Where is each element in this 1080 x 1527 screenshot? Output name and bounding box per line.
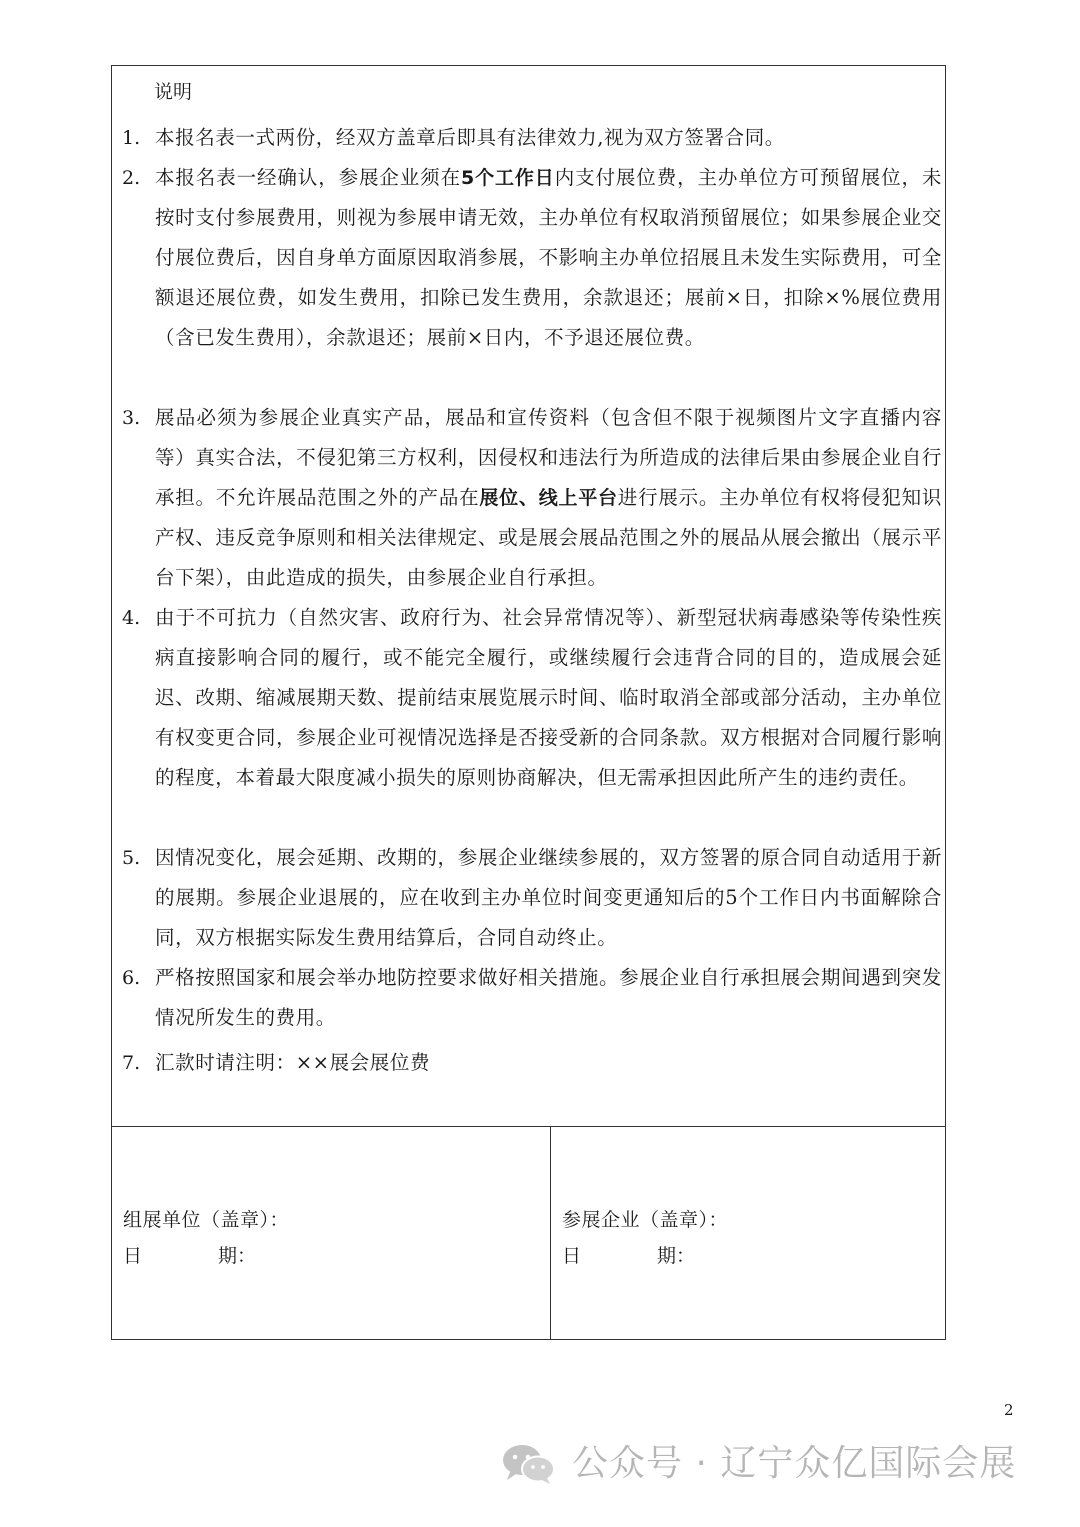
clause-text: 因情况变化，展会延期、改期的，参展企业继续参展的，双方签署的原合同自动适用于新的展期。参展企业退展的，应在收到主办单位时间变更通知后的5个工作日内书面解除合同，双方根据实际发生费用结算后，合同自动终止。 xyxy=(155,846,942,949)
exhibitor-date-label: 日 期： xyxy=(562,1245,696,1267)
notes-title: 说明 xyxy=(154,81,193,103)
clause-number: 4. xyxy=(122,607,141,629)
emphasis-text: 展位、线上平台 xyxy=(479,487,618,509)
clause-number: 7. xyxy=(122,1052,141,1074)
watermark-text: 公众号 · 辽宁众亿国际会展 xyxy=(572,1443,1017,1484)
clause-number: 3. xyxy=(122,407,141,429)
organizer-date-label: 日 期： xyxy=(123,1245,257,1267)
exhibitor-seal-label: 参展企业（盖章）： xyxy=(562,1209,729,1231)
wechat-icon xyxy=(500,1442,556,1486)
clause-text: 由于不可抗力（自然灾害、政府行为、社会异常情况等）、新型冠状病毒感染等传染性疾病直接影响合同的履行，或不能完全履行，或继续履行会违背合同的目的，造成展会延迟、改期、缩减展期天数、提前结束展览展示时间、临时取消全部或部分活动，主办单位有权变更合同，参展企业可视情况选择是否接受新的合同条款。双方根据对合同履行影响的程度，本着最大限度减小损失的原则协商解决，但无需承担因此所产生的违约责任。 xyxy=(155,606,942,789)
clause-number: 6. xyxy=(122,967,141,989)
clause-text: 本报名表一式两份，经双方盖章后即具有法律效力,视为双方签署合同。 xyxy=(155,126,785,149)
clause-number: 2. xyxy=(122,167,141,189)
clause-text: 展品必须为参展企业真实产品，展品和宣传资料（包含但不限于视频图片文字直播内容等）真实合法，不侵犯第三方权利，因侵权和违法行为所造成的法律后果由参展企业自行承担。不允许展品范围之外的产品在展位、线上平台进行展示。主办单位有权将侵犯知识产权、违反竞争原则和相关法律规定、或是展会展品范围之外的展品从展会撤出（展示平台下架），由此造成的损失，由参展企业自行承担。 xyxy=(155,406,942,589)
clause-text: 严格按照国家和展会举办地防控要求做好相关措施。参展企业自行承担展会期间遇到突发情况所发生的费用。 xyxy=(155,966,942,1029)
clause-text: 本报名表一经确认，参展企业须在5个工作日内支付展位费，主办单位方可预留展位，未按时支付参展费用，则视为参展申请无效，主办单位有权取消预留展位；如果参展企业交付展位费后，因自身单方面原因取消参展，不影响主办单位招展且未发生实际费用，可全额退还展位费，如发生费用，扣除已发生费用，余款退还；展前×日，扣除×%展位费用（含已发生费用），余款退还；展前×日内，不予退还展位费。 xyxy=(155,166,942,349)
watermark xyxy=(500,1436,1060,1492)
page-number: 2 xyxy=(1004,1401,1014,1419)
clause-number: 5. xyxy=(122,847,141,869)
clause-number: 1. xyxy=(122,127,141,149)
clause-text: 汇款时请注明：××展会展位费 xyxy=(155,1051,431,1074)
organizer-signature-cell xyxy=(112,1127,551,1339)
organizer-seal-label: 组展单位（盖章）： xyxy=(123,1209,290,1231)
emphasis-text: 5个工作日 xyxy=(460,167,555,189)
exhibitor-signature-cell xyxy=(551,1127,945,1339)
registration-notes-table xyxy=(111,65,946,1340)
notes-section xyxy=(112,66,945,1127)
signature-row xyxy=(112,1127,945,1339)
